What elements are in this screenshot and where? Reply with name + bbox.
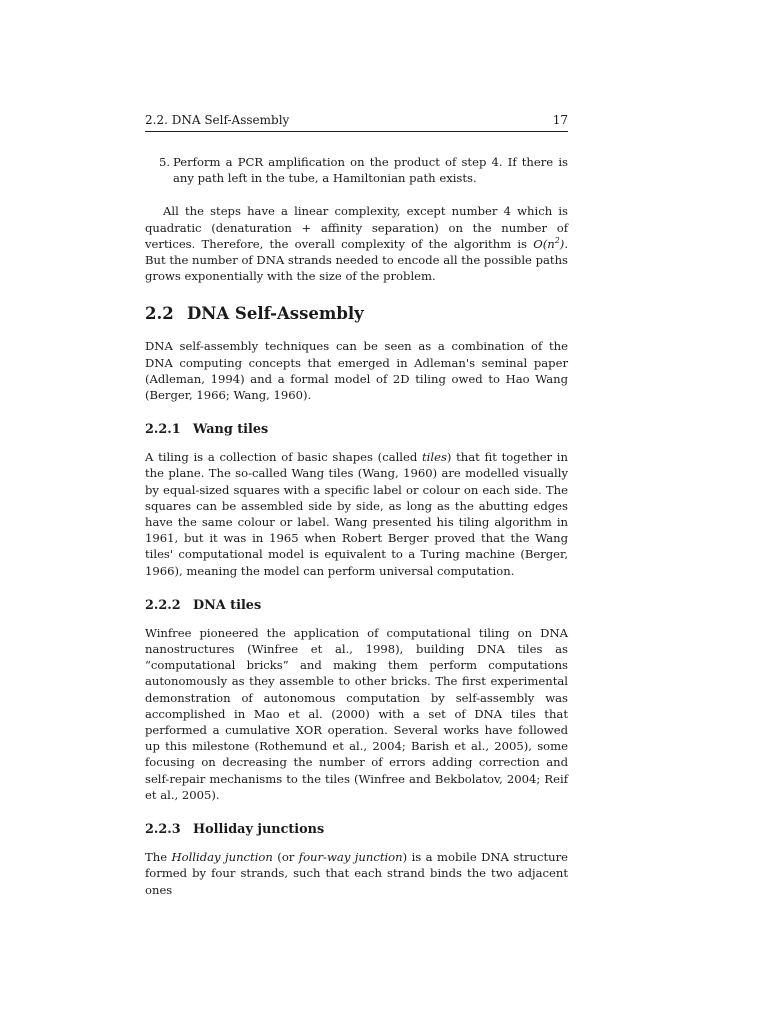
list-item-text: Perform a PCR amplification on the product of step 4. If there is any path left in the tube, a Hamiltonian path exists.: [173, 155, 568, 186]
subsection-title: Holliday junctions: [193, 822, 325, 838]
running-header: [145, 112, 568, 132]
complexity-text-end: . But the number of DNA strands needed to encode all the possible paths grows exponentially with the size of the problem.: [145, 236, 568, 284]
list-item: [145, 154, 568, 186]
holliday-paragraph: The Holliday junction (or four-way junction) is a mobile DNA structure formed by four strands, such that each strand binds the two adjacent ones: [145, 850, 569, 897]
section-intro-paragraph: DNA self-assembly techniques can be seen as a combination of the DNA computing concepts that emerged in Adleman's seminal paper (Adleman, 1994) and a formal model of 2D tiling owed to Hao Wang (Berger, 1966; Wang, 1960).: [145, 339, 568, 403]
section-heading: [145, 304, 568, 324]
running-title: 2.2. DNA Self-Assembly: [145, 113, 290, 127]
subsection-number: 2.2.2: [145, 597, 181, 613]
complexity-paragraph: [145, 203, 568, 284]
subsection-number: 2.2.3: [145, 822, 181, 838]
section-number: 2.2: [145, 304, 174, 324]
page-number: 17: [552, 113, 568, 127]
subsection-heading-dna-tiles: [145, 598, 568, 614]
subsection-title: Wang tiles: [193, 422, 269, 438]
subsection-number: 2.2.1: [145, 422, 181, 438]
wang-tiles-paragraph: A tiling is a collection of basic shapes (called tiles) that fit together in the plane. The so-called Wang tiles (Wang, 1960) are modelled visually by equal-sized squares with a specific label or colour on each side. The squares can be assembled side by side, as long as the abutting edges have the same colour or label. Wang presented his tiling algorithm in 1961, but it was in 1965 when Robert Berger proved that the Wang tiles' computational model is equivalent to a Turing machine (Berger, 1966), meaning the model can perform universal computation.: [145, 450, 568, 578]
complexity-text-start: All the steps have a linear complexity, except number 4 which is quadratic (denaturation + affinity separation) on the number of vertices. Therefore, the overall complexity of the algorithm is: [145, 204, 568, 251]
document-page: [145, 112, 568, 898]
subsection-heading-wang-tiles: [145, 422, 568, 438]
complexity-math: $O(n^2)$: [533, 235, 565, 251]
subsection-title: DNA tiles: [193, 597, 262, 613]
dna-tiles-paragraph: Winfree pioneered the application of computational tiling on DNA nanostructures (Winfree et al., 1998), building DNA tiles as “computational bricks” and making them perform computations autonomously as they assemble to other bricks. The first experimental demonstration of autonomous computation by self-assembly was accomplished in Mao et al. (2000) with a set of DNA tiles that performed a cumulative XOR operation. Several works have followed up this milestone (Rothemund et al., 2004; Barish et al., 2005), some focusing on decreasing the number of errors adding correction and self-repair mechanisms to the tiles (Winfree and Bekbolatov, 2004; Reif et al., 2005).: [145, 625, 568, 802]
list-item-number: 5.: [159, 155, 171, 169]
subsection-heading-holliday-junctions: [145, 822, 568, 838]
section-title: DNA Self-Assembly: [187, 304, 364, 324]
